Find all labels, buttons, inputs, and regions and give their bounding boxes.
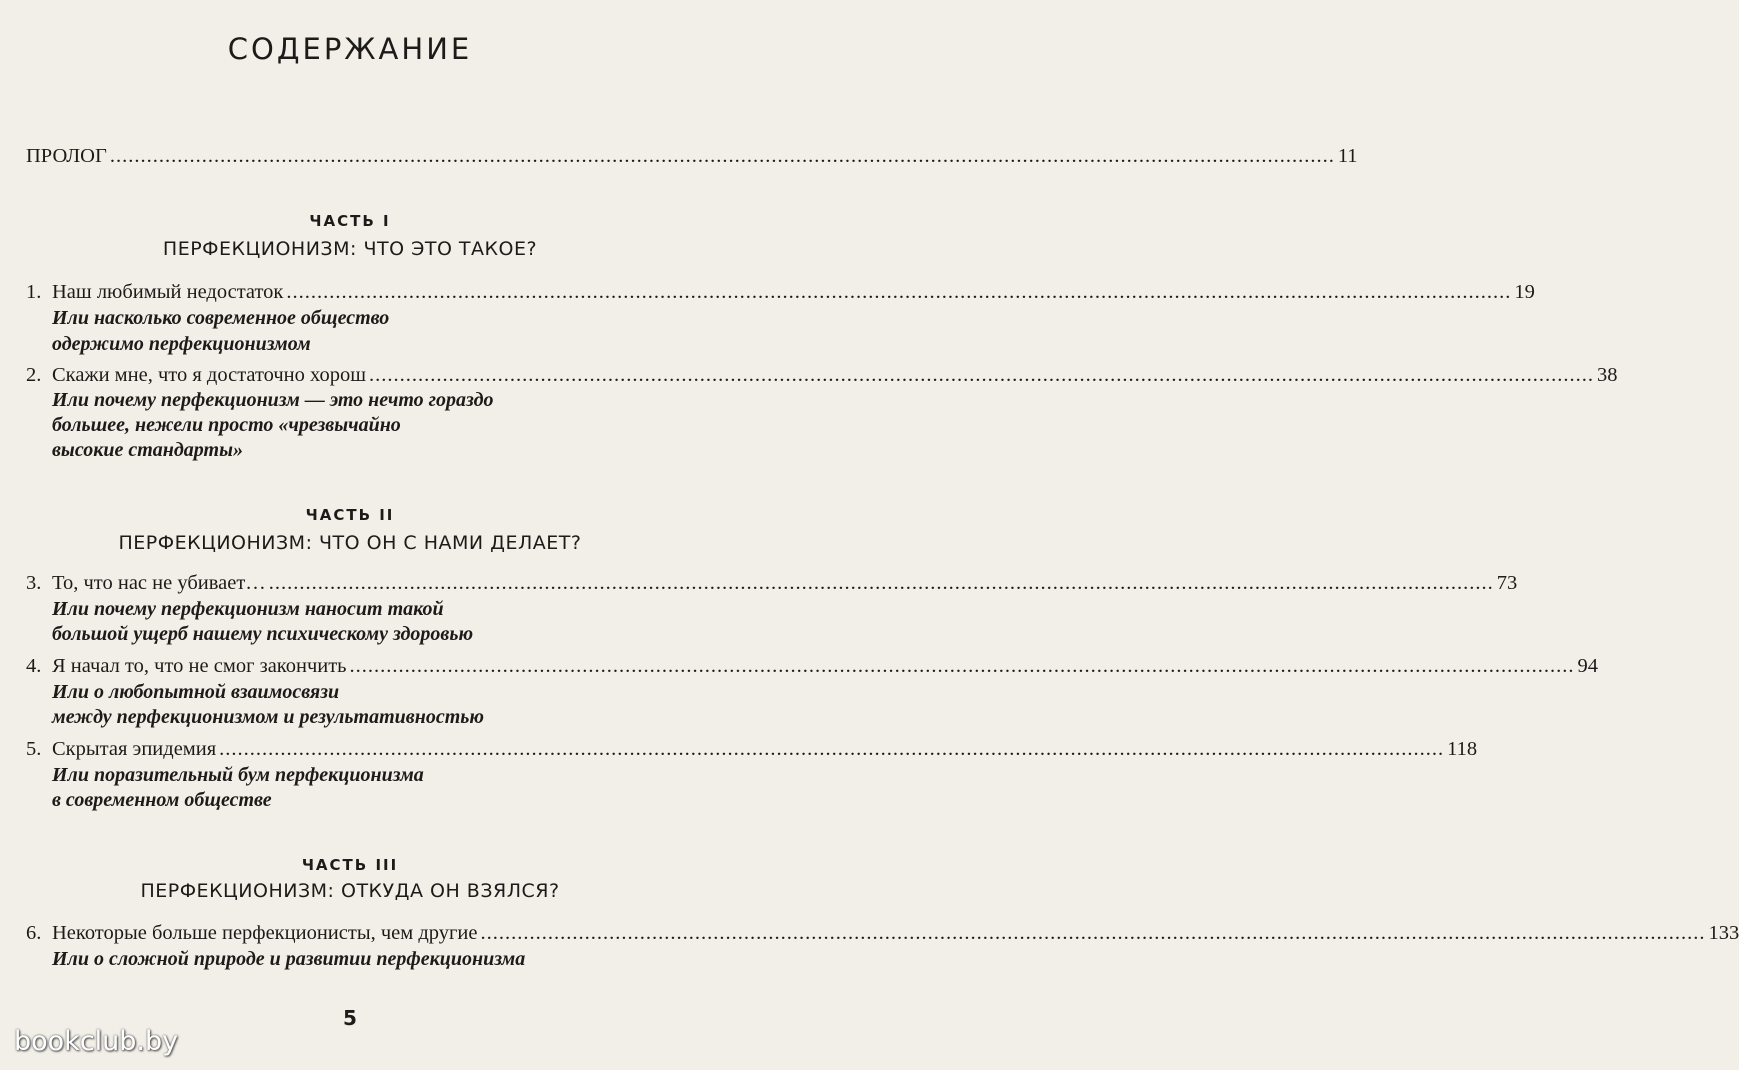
entry-title: Я начал то, что не смог закончить [52,655,347,677]
toc-entry [26,655,1599,683]
toc-entry [26,364,1618,392]
watermark-logo: bookclub.by [14,1026,179,1057]
entry-page: 133 [1708,922,1739,944]
entry-subtitle: между перфекционизмом и результативностью [52,706,485,728]
toc-title: СОДЕРЖАНИЕ [227,32,473,66]
part-title: ПЕРФЕКЦИОНИЗМ: ЧТО ЭТО ТАКОЕ? [162,238,538,260]
entry-number: 2. [26,364,42,386]
entry-page: 19 [1514,281,1535,303]
leader-dots: ........................................................................................................................................................................................................ [286,281,1512,303]
part-label: ЧАСТЬ I [309,212,391,230]
leader-dots: ........................................................................................................................................................................................................ [369,364,1595,386]
entry-subtitle: в современном обществе [52,789,272,811]
entry-number: 6. [26,922,42,944]
entry-subtitle: одержимо перфекционизмом [52,333,311,355]
toc-entry [26,281,1535,309]
toc-entry [26,922,1739,950]
entry-title: Скрытая эпидемия [52,738,217,760]
entry-title: Некоторые больше перфекционисты, чем другие [52,922,478,944]
toc-entry [26,738,1478,766]
leader-dots: ........................................................................................................................................................................................................ [219,738,1445,760]
leader-dots: ........................................................................................................................................................................................................ [268,572,1494,594]
entry-title: Скажи мне, что я достаточно хорош [52,364,367,386]
entry-subtitle: Или почему перфекционизм — это нечто гораздо [52,389,494,411]
entry-subtitle: большее, нежели просто «чрезвычайно [52,414,401,436]
entry-page: 11 [1337,145,1358,167]
part-title: ПЕРФЕКЦИОНИЗМ: ЧТО ОН С НАМИ ДЕЛАЕТ? [118,532,582,554]
leader-dots: ........................................................................................................................................................................................................ [109,145,1335,167]
leader-dots: ........................................................................................................................................................................................................ [349,655,1575,677]
entry-subtitle: Или насколько современное общество [52,307,390,329]
part-label: ЧАСТЬ II [305,506,395,524]
entry-number: 5. [26,738,42,760]
entry-subtitle: Или поразительный бум перфекционизма [52,764,424,786]
entry-number: 3. [26,572,42,594]
entry-subtitle: Или о любопытной взаимосвязи [52,681,340,703]
toc-entry-prologue [26,145,1358,173]
page-number: 5 [343,1006,357,1030]
entry-number: 4. [26,655,42,677]
part-title: ПЕРФЕКЦИОНИЗМ: ОТКУДА ОН ВЗЯЛСЯ? [140,880,560,902]
entry-subtitle: высокие стандарты» [52,439,243,461]
entry-title: То, что нас не убивает… [52,572,266,594]
entry-page: 118 [1447,738,1478,760]
entry-subtitle: Или почему перфекционизм наносит такой [52,598,444,620]
entry-title: Наш любимый недостаток [52,281,284,303]
entry-page: 38 [1597,364,1618,386]
entry-page: 94 [1577,655,1599,677]
leader-dots: ........................................................................................................................................................................................................ [480,922,1706,944]
entry-title: ПРОЛОГ [26,145,107,167]
entry-page: 73 [1496,572,1518,594]
entry-subtitle: Или о сложной природе и развитии перфекционизма [52,948,526,970]
part-label: ЧАСТЬ III [301,856,399,874]
entry-subtitle: большой ущерб нашему психическому здоровью [52,623,474,645]
entry-number: 1. [26,281,42,303]
toc-entry [26,572,1518,600]
